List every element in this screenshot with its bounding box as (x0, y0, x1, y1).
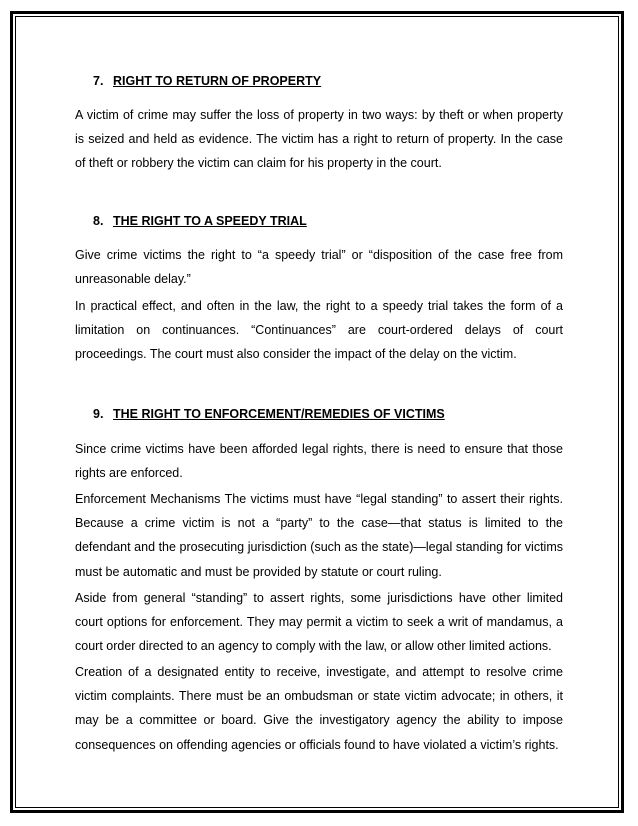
section-heading-7 (93, 73, 321, 89)
paragraph (75, 586, 563, 659)
text-line: must be automatic and must be provided by statute or court ruling. (75, 564, 442, 579)
section-heading-9 (93, 406, 445, 422)
section-number: 8. (93, 214, 104, 228)
text-line: Enforcement Mechanisms The victims must have “legal standing” to assert their rights. (75, 492, 563, 506)
text-line: defendant and the prosecuting jurisdiction (such as the state)—legal standing for victims (75, 540, 563, 555)
text-line: consequences on offending agencies or officials found to have violated a victim’s rights. (75, 737, 559, 752)
text-line: court options for enforcement. They may permit a victim to seek a writ of mandamus, a (75, 615, 563, 630)
text-line: In practical effect, and often in the law, the right to a speedy trial takes the form of a (75, 299, 563, 313)
section-title: THE RIGHT TO A SPEEDY TRIAL (113, 214, 307, 228)
text-line: Aside from general “standing” to assert rights, some jurisdictions have other limited (75, 591, 563, 605)
paragraph (75, 103, 563, 176)
section-number: 9. (93, 407, 104, 421)
paragraph (75, 243, 563, 291)
section-title: THE RIGHT TO ENFORCEMENT/REMEDIES OF VICTIMS (113, 407, 445, 421)
paragraph (75, 437, 563, 485)
text-line: court order directed to an agency to comply with the law, or allow other limited actions. (75, 639, 552, 654)
paragraph (75, 660, 563, 757)
text-line: A victim of crime may suffer the loss of property in two ways: by theft or when property (75, 108, 563, 122)
text-line: rights are enforced. (75, 466, 183, 481)
text-line: victim complaints. There must be an ombudsman or state victim advocate; in others, it (75, 689, 563, 704)
section-title: RIGHT TO RETURN OF PROPERTY (113, 74, 322, 88)
text-line: Since crime victims have been afforded legal rights, there is need to ensure that those (75, 442, 563, 456)
text-line: unreasonable delay.” (75, 272, 191, 287)
text-line: limitation on continuances. “Continuances” are court-ordered delays of court (75, 323, 563, 338)
text-line: may be a committee or board. Give the investigatory agency the ability to impose (75, 713, 563, 728)
text-line: is seized and held as evidence. The victim has a right to return of property. In the case (75, 132, 563, 147)
paragraph (75, 294, 563, 367)
paragraph (75, 487, 563, 584)
text-line: Give crime victims the right to “a speedy trial” or “disposition of the case free from (75, 248, 563, 262)
section-heading-8 (93, 213, 307, 229)
text-line: of theft or robbery the victim can claim for his property in the court. (75, 156, 442, 171)
text-line: proceedings. The court must also consider the impact of the delay on the victim. (75, 347, 517, 362)
section-number: 7. (93, 74, 104, 88)
text-line: Creation of a designated entity to receive, investigate, and attempt to resolve crime (75, 665, 563, 679)
text-line: Because a crime victim is not a “party” to the case—that status is limited to the (75, 516, 563, 531)
